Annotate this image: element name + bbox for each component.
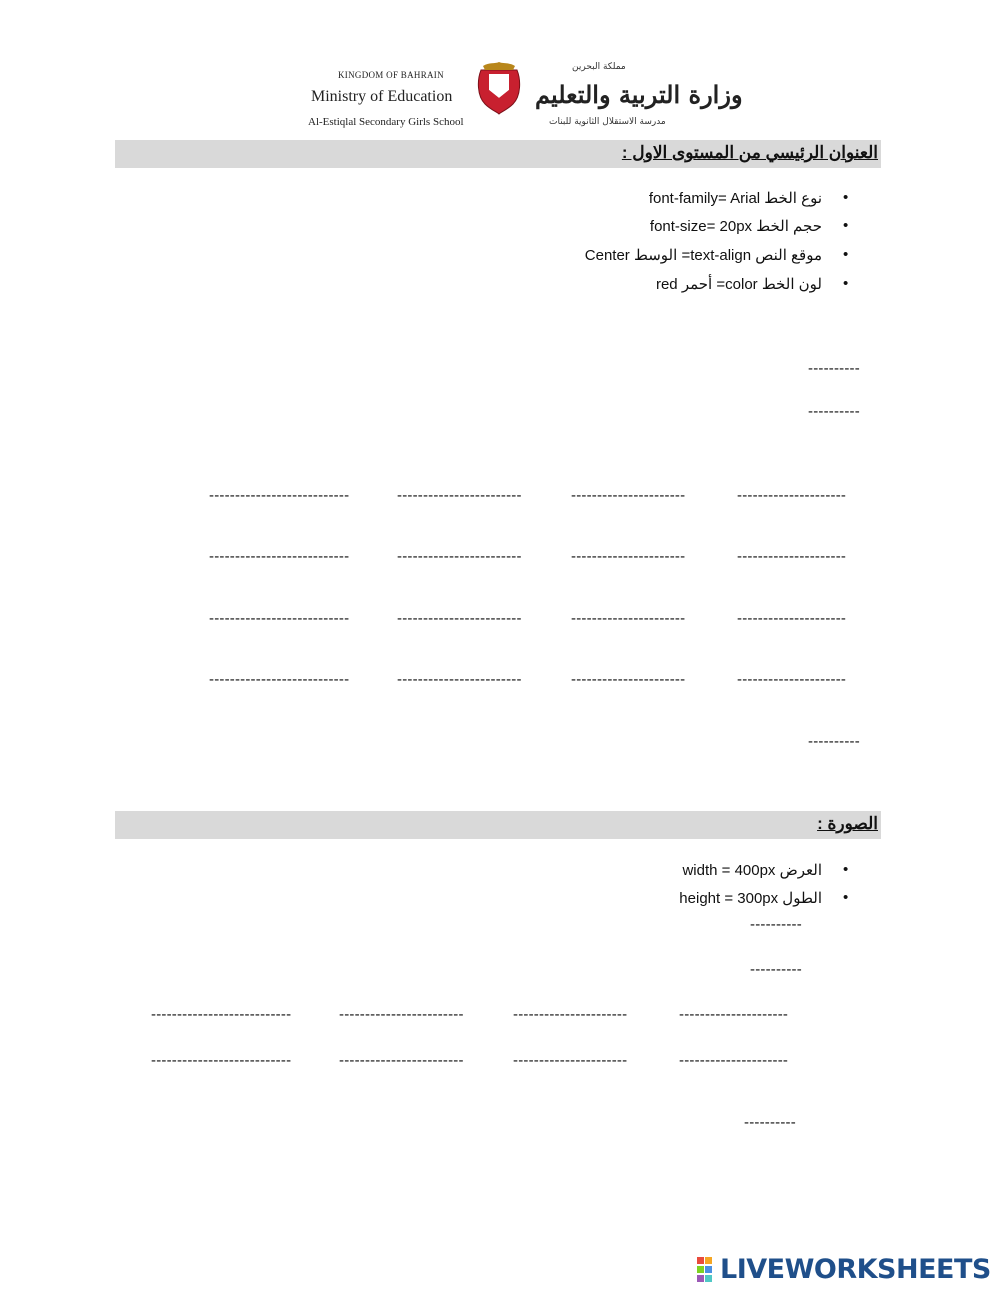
section2-bar: [115, 811, 881, 839]
answer-blank[interactable]: ---------------------------: [209, 610, 350, 627]
list-item: حجم الخط font-size= 20px: [649, 218, 822, 235]
answer-blank[interactable]: ----------------------: [513, 1052, 628, 1069]
answer-blank[interactable]: ---------------------: [737, 548, 847, 565]
answer-blank[interactable]: ---------------------------: [151, 1052, 292, 1069]
bahrain-emblem-icon: [475, 60, 523, 116]
answer-blank[interactable]: ------------------------: [397, 487, 522, 504]
answer-blank[interactable]: ----------: [808, 403, 860, 420]
liveworksheets-brand[interactable]: LIVEWORKSHEETS: [720, 1254, 991, 1285]
list-item: الطول height = 300px: [679, 890, 822, 907]
answer-blank[interactable]: ------------------------: [339, 1006, 464, 1023]
answer-blank[interactable]: ---------------------: [679, 1006, 789, 1023]
section2-title: الصورة :: [817, 814, 878, 833]
answer-blank[interactable]: ----------------------: [571, 610, 686, 627]
bullet-icon: •: [843, 246, 849, 263]
answer-blank[interactable]: ----------: [744, 1114, 796, 1131]
school-label: Al-Estiqlal Secondary Girls School: [308, 116, 464, 128]
answer-blank[interactable]: ---------------------------: [151, 1006, 292, 1023]
bullet-icon: •: [843, 889, 849, 906]
ar-kingdom-label: مملكة البحرين: [572, 62, 626, 72]
answer-blank[interactable]: ---------------------: [737, 671, 847, 688]
bullet-icon: •: [843, 217, 849, 234]
ar-ministry-label: وزارة التربية والتعليم: [535, 80, 743, 109]
list-item: لون الخط color= أحمر red: [655, 276, 822, 293]
answer-blank[interactable]: ----------: [750, 916, 802, 933]
bullet-icon: •: [843, 861, 849, 878]
answer-blank[interactable]: ------------------------: [397, 548, 522, 565]
bullet-icon: •: [843, 189, 849, 206]
section1-title: العنوان الرئيسي من المستوى الاول :: [621, 143, 878, 162]
answer-blank[interactable]: ---------------------: [737, 487, 847, 504]
answer-blank[interactable]: ---------------------------: [209, 487, 350, 504]
answer-blank[interactable]: ----------------------: [571, 671, 686, 688]
answer-blank[interactable]: ----------------------: [513, 1006, 628, 1023]
answer-blank[interactable]: ------------------------: [339, 1052, 464, 1069]
ar-school-label: مدرسة الاستقلال الثانوية للبنات: [549, 117, 666, 127]
answer-blank[interactable]: ----------: [808, 733, 860, 750]
list-item: نوع الخط font-family= Arial: [648, 190, 822, 207]
answer-blank[interactable]: ------------------------: [397, 671, 522, 688]
answer-blank[interactable]: ----------: [808, 360, 860, 377]
answer-blank[interactable]: ----------------------: [571, 548, 686, 565]
ministry-label: Ministry of Education: [311, 88, 453, 105]
answer-blank[interactable]: ----------------------: [571, 487, 686, 504]
answer-blank[interactable]: ---------------------: [737, 610, 847, 627]
bullet-icon: •: [843, 275, 849, 292]
answer-blank[interactable]: ------------------------: [397, 610, 522, 627]
list-item: العرض width = 400px: [682, 862, 822, 879]
list-item: موقع النص text-align= الوسط Center: [584, 247, 822, 264]
liveworksheets-logo-icon: [697, 1257, 719, 1283]
answer-blank[interactable]: ---------------------------: [209, 548, 350, 565]
answer-blank[interactable]: ----------: [750, 961, 802, 978]
answer-blank[interactable]: ---------------------------: [209, 671, 350, 688]
kingdom-label: KINGDOM OF BAHRAIN: [338, 70, 444, 80]
answer-blank[interactable]: ---------------------: [679, 1052, 789, 1069]
